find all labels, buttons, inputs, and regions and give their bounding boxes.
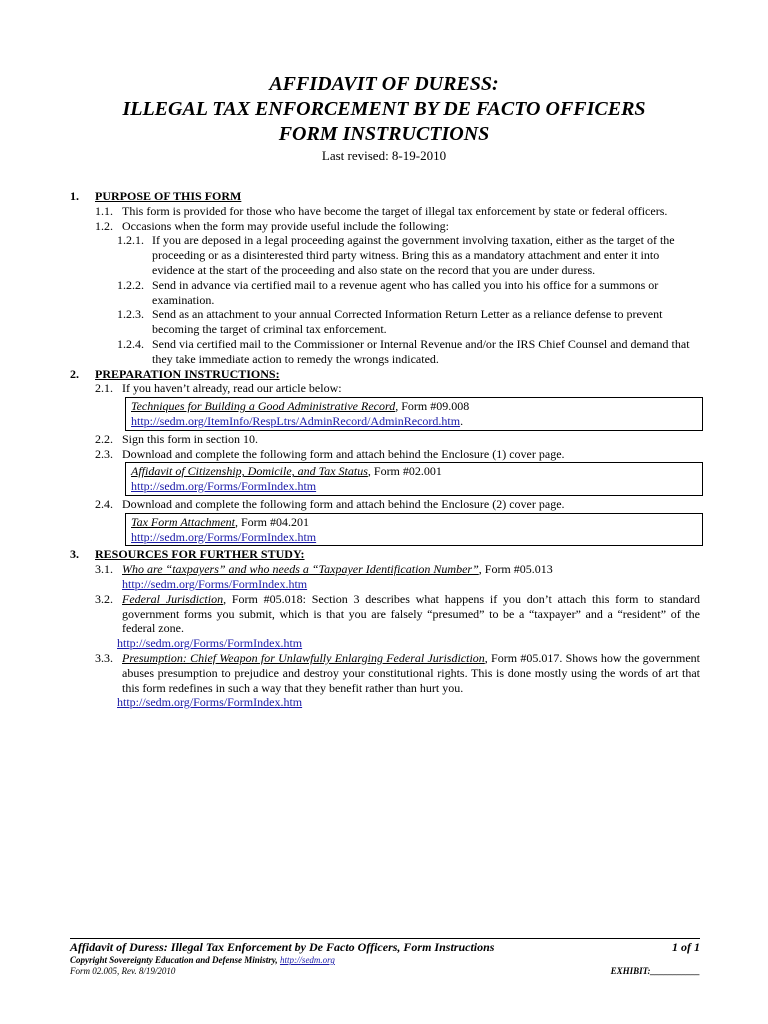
last-revised: Last revised: 8-19-2010: [321, 148, 447, 163]
footer-copyright-row: [70, 955, 700, 966]
item-2-2: [70, 432, 700, 447]
section-title: PURPOSE OF THIS FORM: [95, 189, 242, 203]
reference-period: .: [460, 413, 464, 428]
document-header: [0, 72, 768, 164]
item-1-2: [70, 219, 700, 234]
resource-description: , Form #05.018: Section 3 describes what happens if you don’t attach this form to standard government forms you submit, which is that you are falsely “presumed” to be a “taxpayer” and a “resident” of the federal zone.: [122, 591, 700, 636]
reference-url-link[interactable]: http://sedm.org/Forms/FormIndex.htm: [131, 529, 317, 544]
item-number: 1.2.1.: [117, 233, 144, 248]
reference-title-link[interactable]: Tax Form Attachment: [131, 514, 235, 529]
resource-url-row: [70, 636, 700, 651]
reference-box-citizenship: [125, 462, 703, 496]
item-number: 3.3.: [95, 650, 113, 665]
item-number: 2.4.: [95, 496, 113, 511]
resource-description: , Form #05.017. Shows how the government abuses presumption to prejudice and destroy your constitutional rights. This is done mostly using the words of art that this form redefines in such a way that they benefit rather than hurt you.: [122, 650, 701, 695]
footer-title: Affidavit of Duress: Illegal Tax Enforcement by De Facto Officers, Form Instructions: [70, 940, 495, 954]
item-number: 3.1.: [95, 562, 113, 577]
page-footer: [70, 938, 700, 977]
item-1-2-2: [70, 278, 700, 308]
item-number: 2.3.: [95, 446, 113, 461]
title-line-1: AFFIDAVIT OF DURESS:: [269, 73, 499, 95]
resource-title-link[interactable]: Presumption: Chief Weapon for Unlawfully Enlarging Federal Jurisdiction: [122, 650, 485, 665]
reference-box-admin-record: [125, 397, 703, 431]
item-1-2-1: [70, 233, 700, 277]
reference-url-link[interactable]: http://sedm.org/Forms/FormIndex.htm: [131, 479, 317, 494]
title-line-2: ILLEGAL TAX ENFORCEMENT BY DE FACTO OFFICERS: [122, 98, 646, 120]
item-number: 3.2.: [95, 591, 113, 606]
section-2-heading: [70, 367, 700, 382]
item-number: 1.2.2.: [117, 277, 144, 292]
title-line-3: FORM INSTRUCTIONS: [278, 123, 490, 145]
resource-form-number: , Form #05.013: [478, 562, 553, 577]
reference-title-link[interactable]: Techniques for Building a Good Administrative Record: [131, 399, 396, 414]
item-text: Send in advance via certified mail to a revenue agent who has called you into his office for a summons or examination.: [152, 277, 659, 307]
item-text: Send via certified mail to the Commissioner or Internal Revenue and/or the IRS Chief Counsel and demand that they take immediate action to remedy the wrongs indicated.: [152, 336, 690, 366]
item-1-2-3: [70, 307, 700, 337]
section-title: PREPARATION INSTRUCTIONS:: [95, 366, 280, 381]
resource-url-row: [70, 695, 700, 710]
item-2-3: [70, 447, 700, 462]
footer-divider: [70, 938, 700, 939]
reference-form-number: , Form #09.008: [395, 399, 470, 414]
item-2-1: [70, 381, 700, 396]
page-number: 1 of 1: [672, 940, 700, 954]
reference-box-tax-form-attachment: [125, 513, 703, 547]
reference-form-number: , Form #04.201: [235, 514, 310, 529]
reference-title-link[interactable]: Affidavit of Citizenship, Domicile, and Tax Status: [131, 464, 368, 479]
section-number: 3.: [70, 547, 79, 562]
item-text: Send as an attachment to your annual Corrected Information Return Letter as a reliance defense to prevent becoming the target of criminal tax enforcement.: [152, 307, 663, 337]
section-3-heading: [70, 547, 700, 562]
item-text: Download and complete the following form and attach behind the Enclosure (2) cover page.: [122, 496, 565, 511]
section-title: RESOURCES FOR FURTHER STUDY:: [95, 547, 305, 562]
item-number: 1.2.: [95, 218, 113, 233]
item-text: This form is provided for those who have become the target of illegal tax enforcement by state or federal officers.: [122, 203, 668, 218]
form-revision: Form 02.005, Rev. 8/19/2010: [70, 966, 176, 976]
footer-title-row: [70, 940, 700, 955]
item-number: 1.1.: [95, 203, 113, 218]
item-1-1: [70, 204, 700, 219]
section-number: 1.: [70, 189, 79, 203]
copyright-link[interactable]: http://sedm.org: [279, 955, 335, 965]
copyright-text: Copyright Sovereignty Education and Defense Ministry,: [70, 955, 280, 965]
item-3-3: [70, 651, 700, 695]
item-3-1: [70, 562, 700, 577]
exhibit-label: EXHIBIT:___________: [610, 966, 700, 976]
item-number: 1.2.3.: [117, 307, 144, 322]
resource-url-link[interactable]: http://sedm.org/Forms/FormIndex.htm: [122, 576, 308, 591]
item-text: If you haven’t already, read our article below:: [122, 381, 342, 396]
item-2-4: [70, 497, 700, 512]
footer-form-row: [70, 966, 700, 977]
reference-url-link[interactable]: http://sedm.org/ItemInfo/RespLtrs/AdminRecord/AdminRecord.htm: [131, 413, 461, 428]
resource-title-link[interactable]: Who are “taxpayers” and who needs a “Taxpayer Identification Number”: [122, 562, 479, 577]
resource-title-link[interactable]: Federal Jurisdiction: [122, 591, 224, 606]
item-number: 2.2.: [95, 431, 113, 446]
item-text: If you are deposed in a legal proceeding against the government involving taxation, either as the target of the proceeding or as a disinterested third party witness. Bring this as a mandatory attachment and enter it into evidence at the start of the proceeding and also state on the record that you are under duress.: [152, 233, 675, 277]
reference-form-number: , Form #02.001: [367, 464, 442, 479]
section-1-heading: [70, 189, 700, 204]
item-text: Sign this form in section 10.: [122, 431, 258, 446]
resource-url-link[interactable]: http://sedm.org/Forms/FormIndex.htm: [117, 636, 303, 651]
item-3-2: [70, 592, 700, 636]
item-text: Download and complete the following form and attach behind the Enclosure (1) cover page.: [122, 446, 565, 461]
item-text: Occasions when the form may provide useful include the following:: [122, 218, 449, 233]
document-body: [70, 189, 700, 710]
resource-url-link[interactable]: http://sedm.org/Forms/FormIndex.htm: [117, 695, 303, 710]
item-1-2-4: [70, 337, 700, 367]
section-number: 2.: [70, 366, 79, 381]
resource-url-row: [70, 577, 700, 592]
item-number: 1.2.4.: [117, 336, 144, 351]
item-number: 2.1.: [95, 381, 113, 396]
